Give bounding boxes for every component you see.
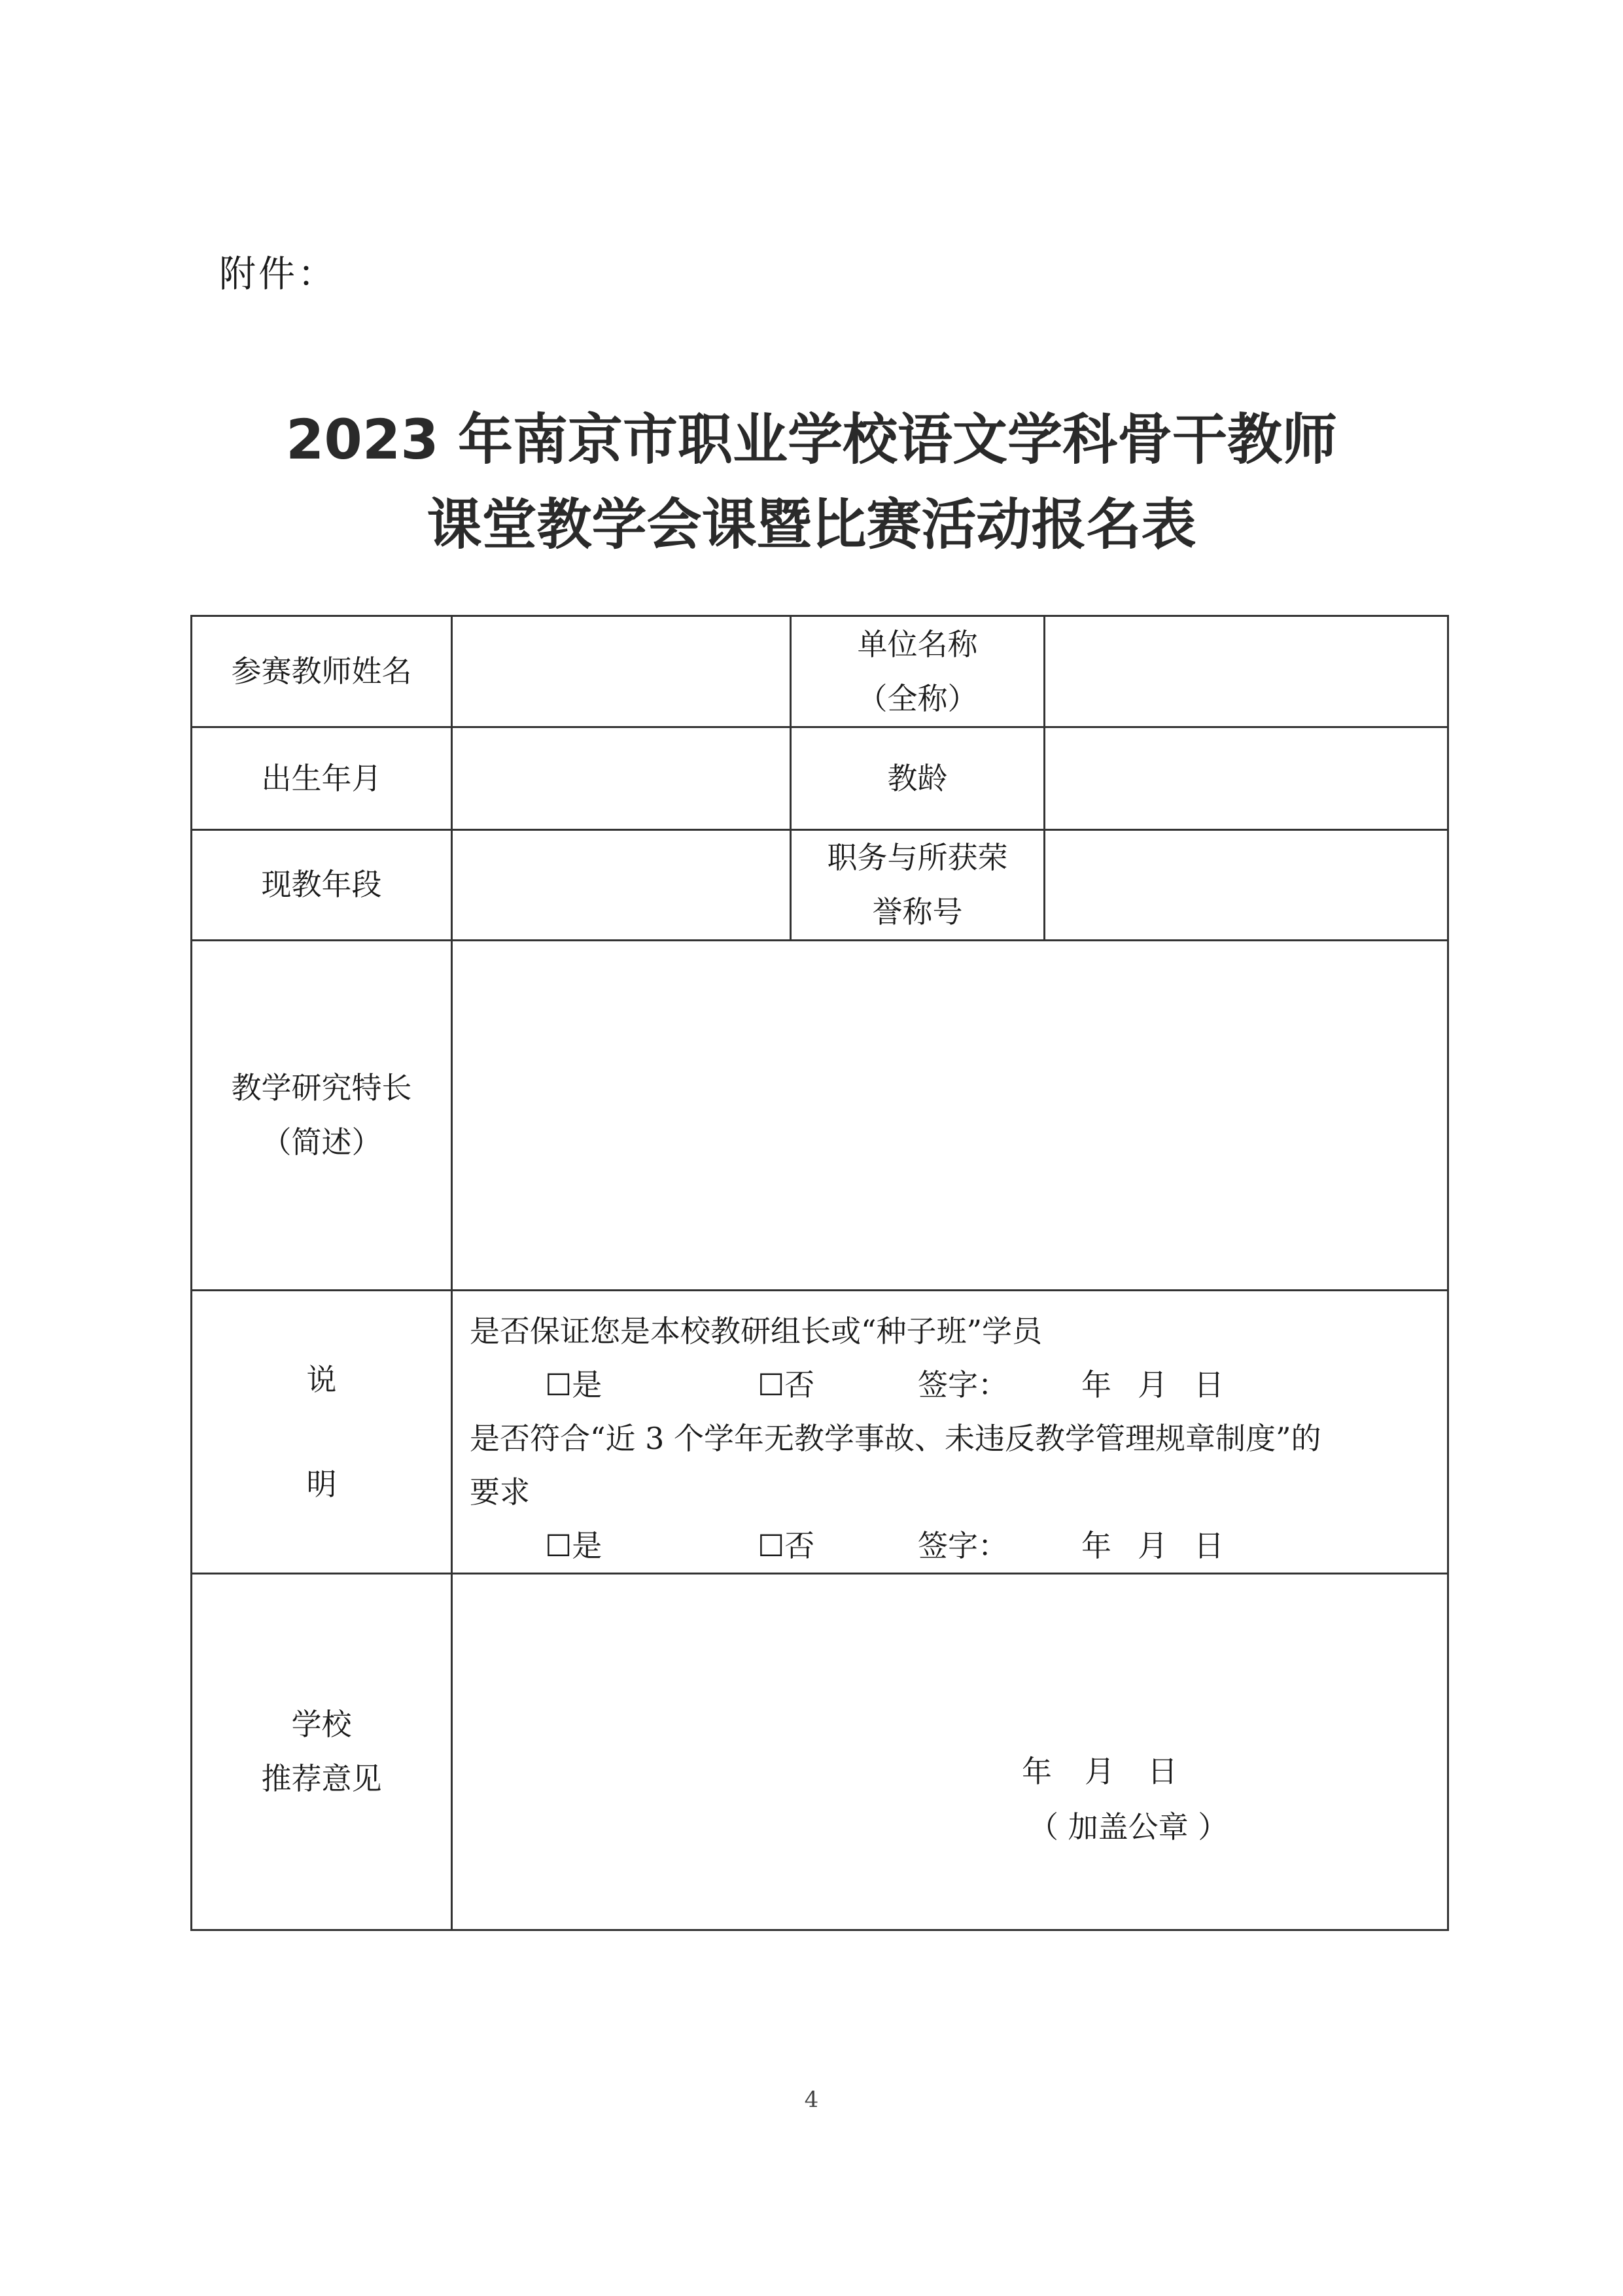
checkbox-yes-2[interactable]: ☐是: [545, 1527, 602, 1563]
unit-name-label: 单位名称 （全称）: [791, 616, 1045, 727]
teacher-name-field[interactable]: [452, 616, 791, 727]
row-statement: [192, 1290, 1448, 1573]
unit-name-field[interactable]: [1045, 616, 1448, 727]
registration-form-table: [190, 615, 1449, 1931]
row-name-unit: [192, 616, 1448, 727]
signature-date-2[interactable]: 年月日: [1081, 1527, 1250, 1563]
position-honor-label: 职务与所获荣 誉称号: [791, 830, 1045, 941]
research-label: 教学研究特长 （简述）: [192, 940, 452, 1290]
statement-content: [452, 1290, 1448, 1573]
statement-question-1: 是否保证您是本校教研组长或“种子班”学员: [470, 1313, 1043, 1349]
teacher-name-label: 参赛教师姓名: [192, 616, 452, 727]
grade-field[interactable]: [452, 830, 791, 941]
signature-label-1: 签字：: [918, 1366, 1008, 1402]
birth-field[interactable]: [452, 727, 791, 830]
form-title-line-2: 课堂教学会课暨比赛活动报名表: [427, 493, 1196, 557]
checkbox-no-1[interactable]: ☐否: [758, 1366, 815, 1402]
attachment-label: 附件：: [219, 253, 337, 296]
statement-question-2: 是否符合“近 3 个学年无教学事故、未违反教学管理规章制度”的: [470, 1420, 1321, 1456]
school-date: 年月日: [1022, 1753, 1210, 1789]
grade-label: 现教年段: [192, 830, 452, 941]
row-birth-years: [192, 727, 1448, 830]
statement-options-2: [470, 1519, 1447, 1573]
birth-label: 出生年月: [192, 727, 452, 830]
form-title-line-1: 2023 年南京市职业学校语文学科骨干教师: [285, 408, 1338, 472]
signature-date-1[interactable]: 年月日: [1081, 1366, 1250, 1402]
checkbox-yes-1[interactable]: ☐是: [545, 1366, 602, 1402]
teaching-years-label: 教龄: [791, 727, 1045, 830]
statement-options-1: [470, 1358, 1447, 1412]
statement-question-2-cont: 要求: [470, 1474, 530, 1510]
school-opinion-label: 学校 推荐意见: [192, 1573, 452, 1930]
school-seal-note: （ 加盖公章 ）: [1028, 1809, 1229, 1845]
row-school-opinion: [192, 1573, 1448, 1930]
statement-label: 说 明: [192, 1290, 452, 1573]
school-opinion-field[interactable]: [452, 1573, 1448, 1930]
row-grade-honor: [192, 830, 1448, 941]
signature-label-2: 签字：: [918, 1527, 1008, 1563]
research-field[interactable]: [452, 940, 1448, 1290]
page-number: 4: [804, 2087, 819, 2113]
row-research: [192, 940, 1448, 1290]
checkbox-no-2[interactable]: ☐否: [758, 1527, 815, 1563]
teaching-years-field[interactable]: [1045, 727, 1448, 830]
position-honor-field[interactable]: [1045, 830, 1448, 941]
